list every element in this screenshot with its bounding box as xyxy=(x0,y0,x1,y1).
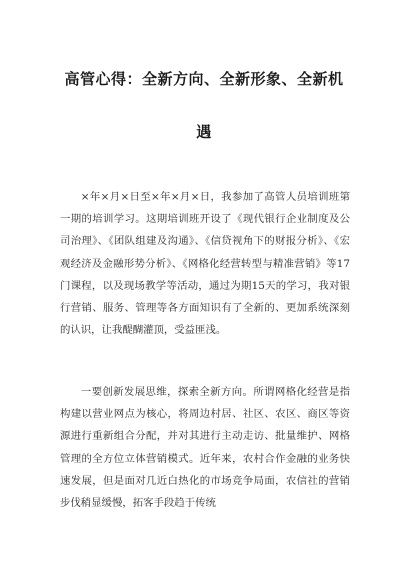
document-title-line-1: 高管心得：全新方向、全新形象、全新机 xyxy=(64,70,344,88)
document-title-line-2: 遇 xyxy=(196,123,212,141)
paragraph-training-summary: ×年×月×日至×年×月×日，我参加了高管人员培训班第一期的培训学习。这期培训班开设了《现代银行企业制度及公司治理》、《团队组建及沟通》、《信贷视角下的财报分析》、《宏观经济及金融形势分析》、《网格化经营转型与精准营销》等17门课程，以及现场教学等活动，通过为期15天的学习，我对银行营销、服务、管理等各方面知识有了全新的、更加系统深刻的认识，让我醍醐灌顶，受益匪浅。 xyxy=(60,191,350,337)
paragraph-innovation-thinking: 一要创新发展思维，探索全新方向。所谓网格化经营是指构建以营业网点为核心，将周边村居、社区、农区、商区等资源进行重新组合分配，并对其进行主动走访、批量维护、网格管理的全方位立体营销模式。近年来，农村合作金融的业务快速发展，但是面对几近白热化的市场竞争局面，农信社的营销步伐稍显缓慢，拓客手段趋于传统 xyxy=(60,386,350,510)
